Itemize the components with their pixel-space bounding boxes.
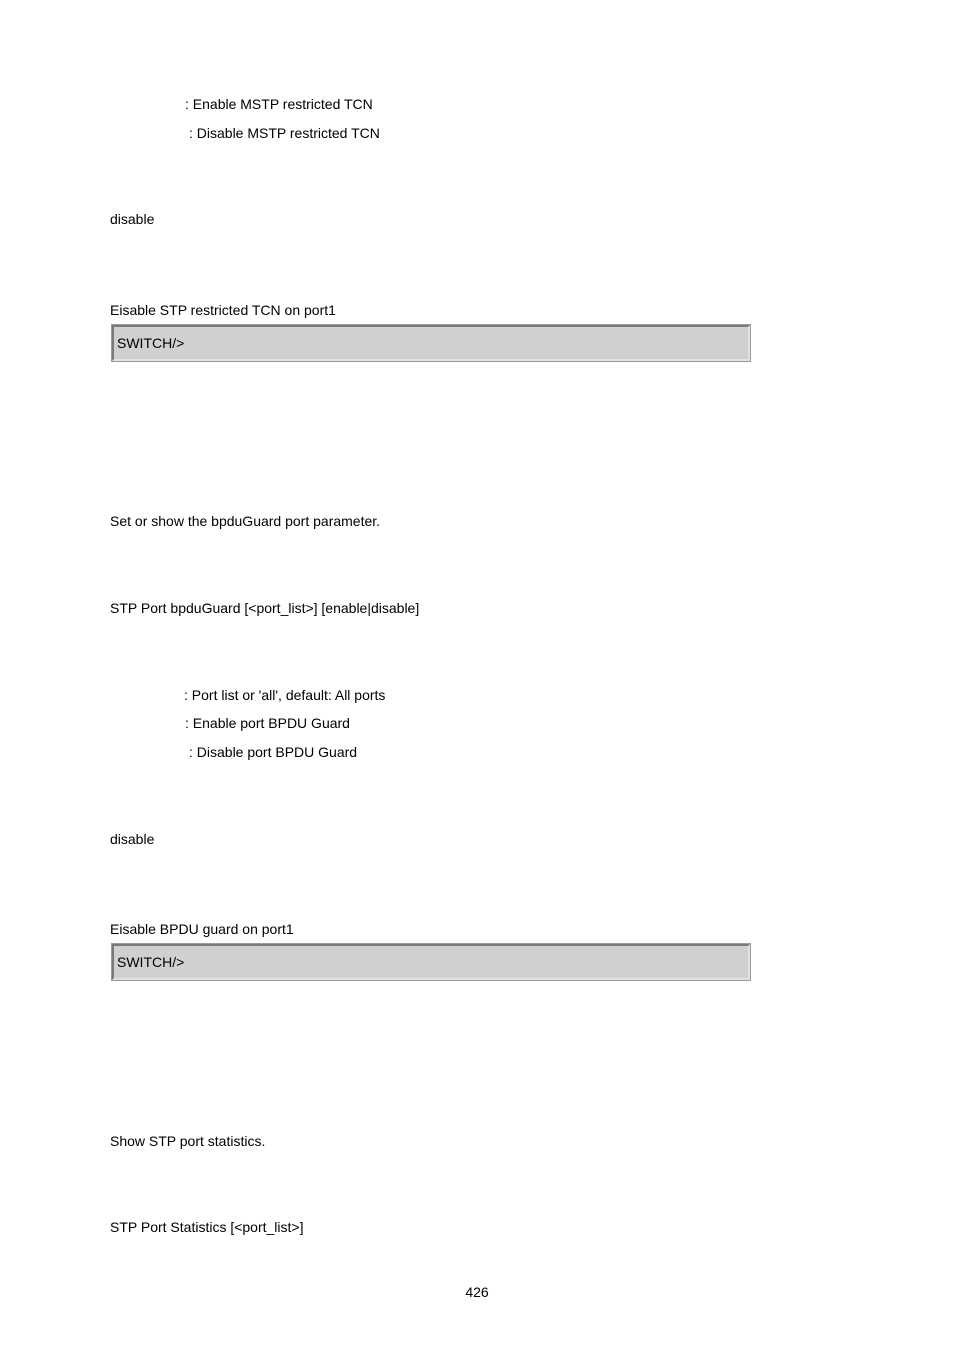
description-bpdu-guard: Set or show the bpduGuard port parameter. xyxy=(110,513,381,529)
syntax-bpdu-guard: STP Port bpduGuard [<port_list>] [enable|disable] xyxy=(110,600,420,616)
example-code-box-bpdu-guard xyxy=(112,944,750,980)
param-enable-bpdu-guard: : Enable port BPDU Guard xyxy=(185,715,350,731)
example-prompt-bpdu-guard: SWITCH/> xyxy=(117,954,185,970)
param-disable-restricted-tcn: : Disable MSTP restricted TCN xyxy=(189,125,380,141)
example-code-box-restricted-tcn xyxy=(112,325,750,361)
description-port-statistics: Show STP port statistics. xyxy=(110,1133,266,1149)
syntax-port-statistics: STP Port Statistics [<port_list>] xyxy=(110,1219,304,1235)
param-disable-bpdu-guard: : Disable port BPDU Guard xyxy=(189,744,358,760)
param-port-list-bpdu-guard: : Port list or 'all', default: All ports xyxy=(184,687,386,703)
default-value-restricted-tcn: disable xyxy=(110,211,155,227)
default-value-bpdu-guard: disable xyxy=(110,831,155,847)
example-prompt-restricted-tcn: SWITCH/> xyxy=(117,335,185,351)
param-enable-restricted-tcn: : Enable MSTP restricted TCN xyxy=(185,96,373,112)
example-caption-restricted-tcn: Eisable STP restricted TCN on port1 xyxy=(110,302,336,318)
page-number: 426 xyxy=(465,1284,489,1300)
example-caption-bpdu-guard: Eisable BPDU guard on port1 xyxy=(110,921,294,937)
